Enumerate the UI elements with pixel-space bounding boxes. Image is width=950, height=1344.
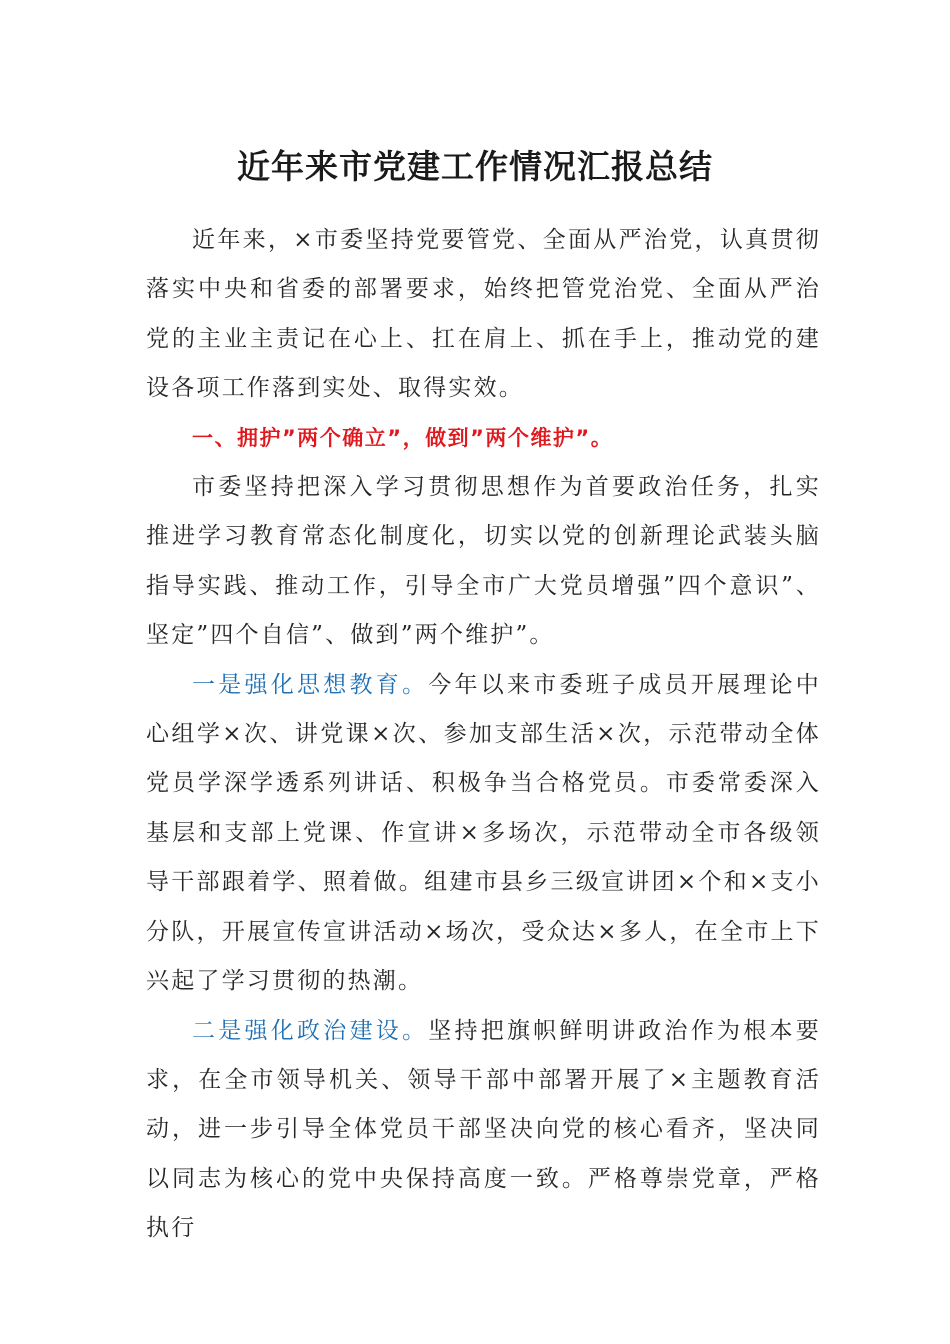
section-heading-text: 一、拥护”两个确立”，做到”两个维护”。 [192, 425, 614, 450]
item-paragraph-2 [146, 1007, 821, 1254]
intro-paragraph: 近年来，×市委坚持党要管党、全面从严治党，认真贯彻落实中央和省委的部署要求，始终把管党治党、全面从严治党的主业主责记在心上、扛在肩上、抓在手上，推动党的建设各项工作落到实处、取得实效。 [146, 227, 821, 402]
item-paragraph-1 [146, 661, 821, 1007]
item-text-2: 坚持把旗帜鲜明讲政治作为根本要求，在全市领导机关、领导干部中部署开展了×主题教育活动，进一步引导全体党员干部坚决向党的核心看齐，坚决同以同志为核心的党中央保持高度一致。严格尊崇党章，严格执行 [146, 1017, 821, 1242]
item-text-1: 今年以来市委班子成员开展理论中心组学×次、讲党课×次、参加支部生活×次，示范带动全体党员学深学透系列讲话、积极争当合格党员。市委常委深入基层和支部上党课、作宣讲×多场次，示范带动全市各级领导干部跟着学、照着做。组建市县乡三级宣讲团×个和×支小分队，开展宣传宣讲活动×场次，受众达×多人，在全市上下兴起了学习贯彻的热潮。 [146, 671, 821, 995]
item-lead-1: 一是强化思想教育。 [192, 671, 429, 698]
document-title: 近年来市党建工作情况汇报总结 [237, 147, 713, 186]
section-heading [146, 414, 821, 463]
item-lead-2: 二是强化政治建设。 [192, 1017, 429, 1044]
section-paragraph: 市委坚持把深入学习贯彻思想作为首要政治任务，扎实推进学习教育常态化制度化，切实以党的创新理论武装头脑指导实践、推动工作，引导全市广大党员增强”四个意识”、坚定”四个自信”、做到”两个维护”。 [146, 474, 821, 649]
document-body [146, 216, 821, 1254]
